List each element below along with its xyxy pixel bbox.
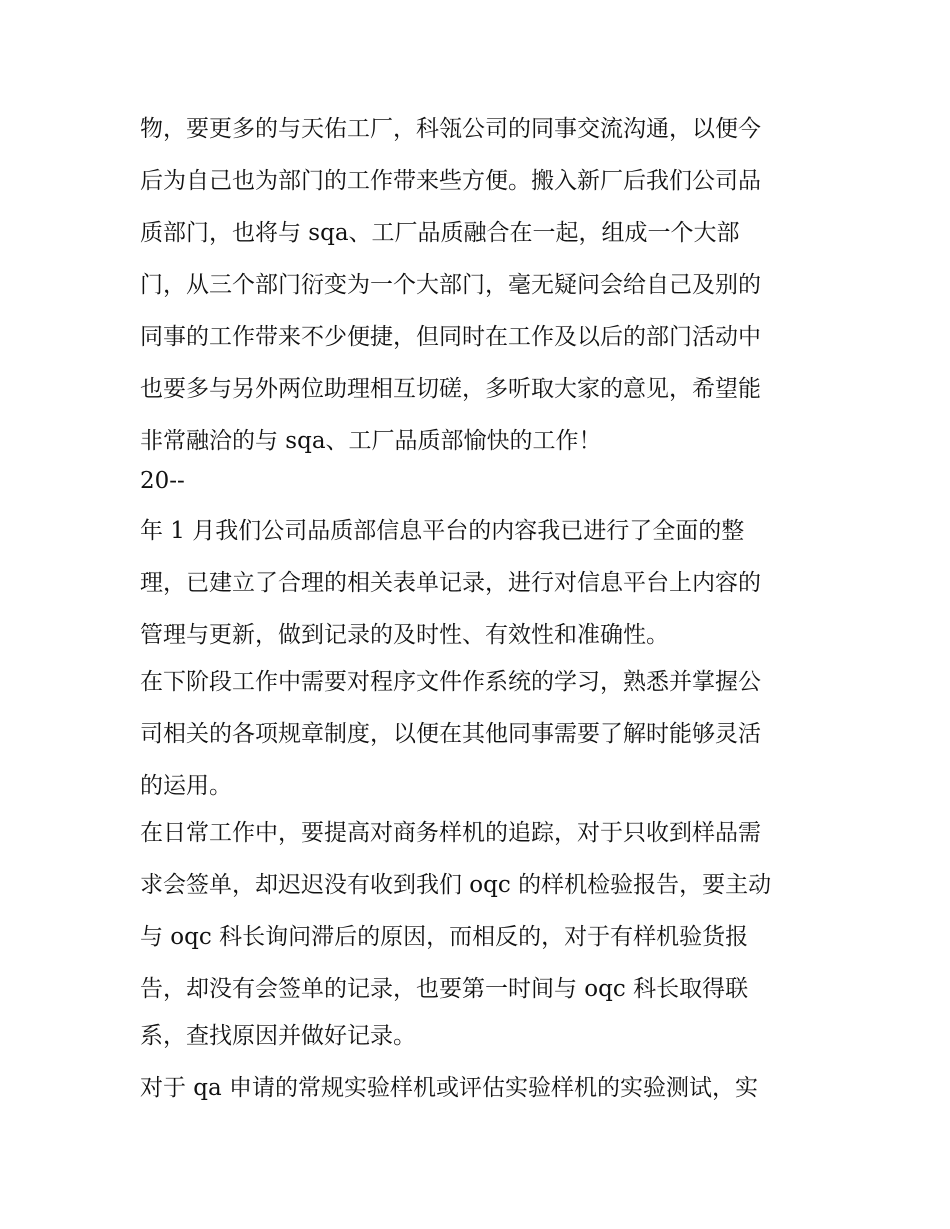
text-line: 告，却没有会签单的记录，也要第一时间与 oqc 科长取得联 [140, 976, 749, 1002]
text-line: 在下阶段工作中需要对程序文件作系统的学习，熟悉并掌握公 [140, 669, 761, 695]
text-line: 非常融洽的与 sqa、工厂品质部愉快的工作！ [140, 428, 602, 454]
text-line: 也要多与另外两位助理相互切磋，多听取大家的意见，希望能 [140, 376, 761, 402]
text-line: 在日常工作中，要提高对商务样机的追踪，对于只收到样品需 [140, 820, 761, 846]
text-line: 门，从三个部门衍变为一个大部门，毫无疑问会给自己及别的 [140, 272, 761, 298]
text-line: 司相关的各项规章制度，以便在其他同事需要了解时能够灵活 [140, 721, 761, 747]
text-line: 管理与更新，做到记录的及时性、有效性和准确性。 [140, 622, 669, 648]
text-line: 与 oqc 科长询问滞后的原因，而相反的，对于有样机验货报 [140, 924, 749, 950]
text-line: 对于 qa 申请的常规实验样机或评估实验样机的实验测试，实 [140, 1075, 759, 1101]
text-line: 系，查找原因并做好记录。 [140, 1023, 416, 1049]
text-line: 的运用。 [140, 773, 232, 799]
text-line: 20-- [140, 468, 185, 494]
text-line: 同事的工作带来不少便捷，但同时在工作及以后的部门活动中 [140, 324, 761, 350]
text-line: 后为自己也为部门的工作带来些方便。搬入新厂后我们公司品 [140, 168, 761, 194]
text-line: 求会签单，却迟迟没有收到我们 oqc 的样机检验报告，要主动 [140, 872, 772, 898]
text-line: 理，已建立了合理的相关表单记录，进行对信息平台上内容的 [140, 570, 761, 596]
text-line: 质部门，也将与 sqa、工厂品质融合在一起，组成一个大部 [140, 220, 740, 246]
text-line: 物，要更多的与天佑工厂，科瓴公司的同事交流沟通，以便今 [140, 116, 761, 142]
text-line: 年 1 月我们公司品质部信息平台的内容我已进行了全面的整 [140, 518, 745, 544]
